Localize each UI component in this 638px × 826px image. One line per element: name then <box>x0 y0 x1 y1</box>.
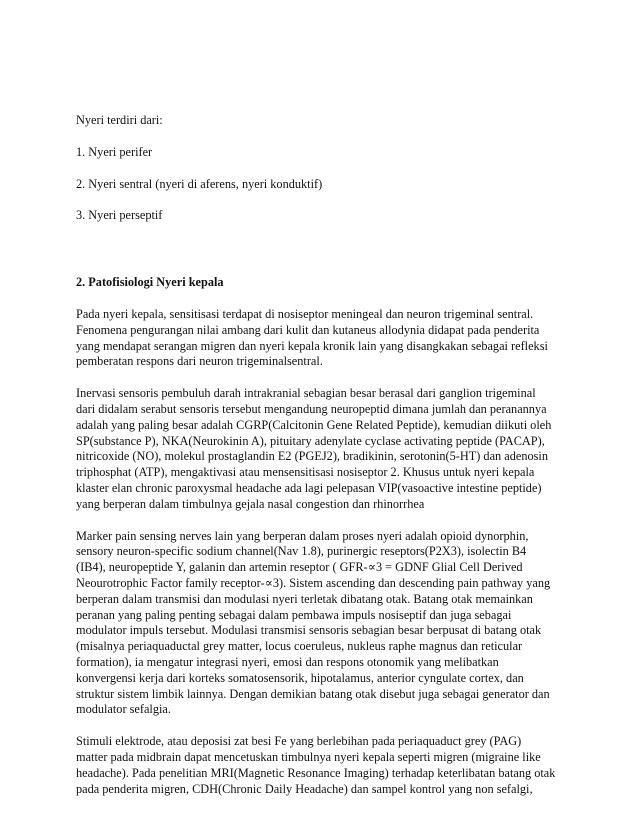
paragraph-line: yang berperan dalam timbulnya gejala nasal congestion dan rhinorrhea <box>76 496 425 511</box>
paragraph-line: nitricoxide (NO), molekul prostaglandin E2 (PGEJ2), bradikinin, serotonin(5-HT) dan adenosin <box>76 449 548 464</box>
paragraph-line: formation), ia mengatur integrasi nyeri, emosi dan respons otonomik yang melibatkan <box>76 654 499 669</box>
paragraph-1 <box>76 307 568 370</box>
paragraph-line: struktur sistem limbik lainnya. Dengan demikian batang otak disebut juga sebagai generator dan <box>76 686 550 701</box>
intro-line: Nyeri terdiri dari: <box>76 113 163 127</box>
paragraph-line: modulator sefalgia. <box>76 702 171 717</box>
paragraph-line: modulator impuls tersebut. Modulasi transmisi sensoris sebagian besar berpusat di batang otak <box>76 623 542 638</box>
paragraph-line: (misalnya periaquaductal grey matter, locus coeruleus, nukleus raphe magnus dan reticular <box>76 639 523 654</box>
document-page <box>76 113 568 797</box>
list-item-sentral: 2. Nyeri sentral (nyeri di aferens, nyeri konduktif) <box>76 176 323 191</box>
list-item-perifer: 1. Nyeri perifer <box>76 144 153 159</box>
paragraph-3 <box>76 529 568 719</box>
paragraph-line: pada penderita migren, CDH(Chronic Daily Headache) dan sampel kontrol yang non sefalgi, <box>76 781 533 796</box>
paragraph-line: konvergensi kerja dari korteks somatosensorik, hipotalamus, anterior cyngulate cortex, dan <box>76 670 524 685</box>
paragraph-line: yang mendapat serangan migren dan nyeri kepala kronik lain yang disangkakan sebagai refleksi <box>76 338 548 353</box>
paragraph-line: Inervasi sensoris pembuluh darah intrakranial sebagian besar berasal dari ganglion trigeminal <box>76 386 536 401</box>
pain-type-list <box>76 145 568 224</box>
paragraph-line: Pada nyeri kepala, sensitisasi terdapat di nosiseptor meningeal dan neuron trigeminal sentral. <box>76 306 534 321</box>
paragraph-line: dari didalam serabut sensoris tersebut mengandung neuropeptid dimana jumlah dan peranannya <box>76 401 547 416</box>
paragraph-line: berperan dalam transmisi dan modulasi nyeri terletak dibatang otak. Batang otak memainkan <box>76 591 533 606</box>
paragraph-line: triphosphat (ATP), mengaktivasi atau mensensitisasi nosiseptor 2. Khusus untuk nyeri kepala <box>76 465 535 480</box>
paragraph-line: SP(substance P), NKA(Neurokinin A), pituitary adenylate cyclase activating peptide (PACAP), <box>76 433 545 448</box>
paragraph-line: pemberatan respons dari neuron trigeminalsentral. <box>76 354 323 369</box>
paragraph-line: Marker pain sensing nerves lain yang berperan dalam proses nyeri adalah opioid dynorphin, <box>76 528 529 543</box>
paragraph-line: Neourotrophic Factor family receptor-∝3). Sistem ascending dan descending pain pathway yang <box>76 575 551 590</box>
paragraph-line: headache). Pada penelitian MRI(Magnetic Resonance Imaging) terhadap keterlibatan batang otak <box>76 765 556 780</box>
section-heading: 2. Patofisiologi Nyeri kepala <box>76 275 224 290</box>
paragraph-line: adalah yang paling besar adalah CGRP(Calcitonin Gene Related Peptide), kemudian diikuti oleh <box>76 417 552 432</box>
paragraph-4 <box>76 734 568 797</box>
list-item-perseptif: 3. Nyeri perseptif <box>76 208 163 223</box>
paragraph-line: Stimuli elektrode, atau deposisi zat besi Fe yang berlebihan pada periaquaduct grey (PAG) <box>76 734 522 749</box>
paragraph-line: klaster elan chronic paroxysmal headache ada lagi pelepasan VIP(vasoactive intestine peptide) <box>76 480 542 495</box>
paragraph-line: sensory neuron-specific sodium channel(Nav 1.8), purinergic reseptors(P2X3), isolectin B4 <box>76 544 527 559</box>
paragraph-line: matter pada midbrain dapat mencetuskan timbulnya nyeri kepala seperti migren (migraine like <box>76 749 541 764</box>
paragraph-2 <box>76 386 568 512</box>
paragraph-line: Fenomena pengurangan nilai ambang dari kulit dan kutaneus allodynia didapat pada penderita <box>76 322 540 337</box>
paragraph-line: (IB4), neuropeptide Y, galanin dan artemin reseptor ( GFR-∝3 = GDNF Glial Cell Derived <box>76 560 523 575</box>
paragraph-line: peranan yang paling penting sebagai dalam pembawa impuls nosiseptif dan juga sebagai <box>76 607 512 622</box>
